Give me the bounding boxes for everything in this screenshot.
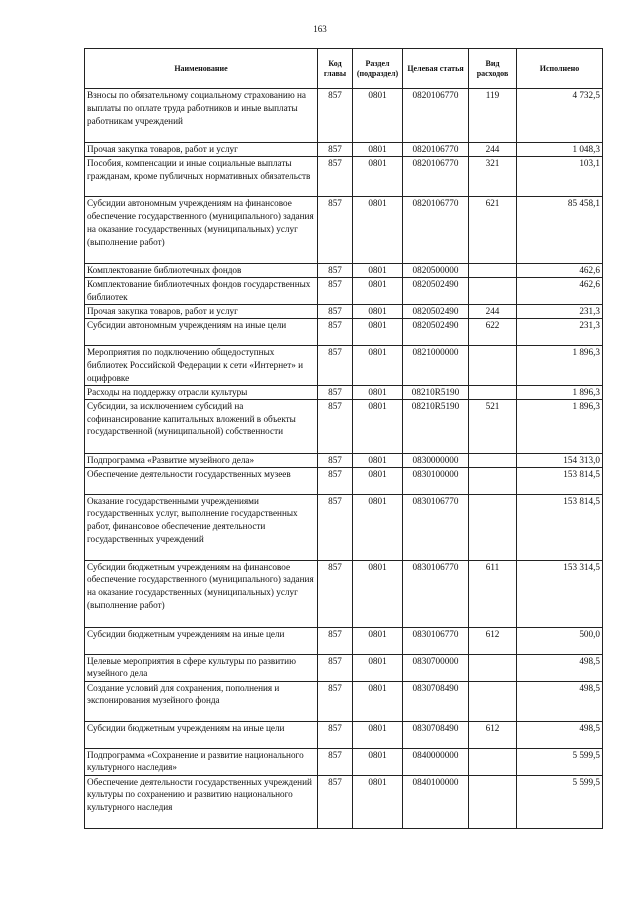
row-name: Взносы по обязательному социальному страхованию на выплаты по оплате труда работников и иные выплаты работникам учреждений	[85, 89, 318, 143]
row-expense-type	[469, 263, 517, 277]
row-target: 0830106770	[403, 560, 469, 627]
row-executed: 1 896,3	[517, 399, 603, 453]
row-expense-type	[469, 681, 517, 721]
page-number: 163	[313, 24, 327, 34]
row-name: Прочая закупка товаров, работ и услуг	[85, 143, 318, 157]
row-target: 08210R5190	[403, 399, 469, 453]
row-executed: 498,5	[517, 654, 603, 681]
row-name: Подпрограмма «Развитие музейного дела»	[85, 453, 318, 467]
table-row	[85, 560, 603, 627]
row-section: 0801	[353, 304, 403, 318]
row-target: 0830106770	[403, 627, 469, 654]
row-target: 0840100000	[403, 775, 469, 828]
row-section: 0801	[353, 89, 403, 143]
budget-execution-table	[84, 48, 603, 829]
row-section: 0801	[353, 467, 403, 494]
row-chapter: 857	[318, 399, 353, 453]
table-header-row	[85, 49, 603, 89]
table-row	[85, 304, 603, 318]
row-section: 0801	[353, 196, 403, 263]
row-section: 0801	[353, 654, 403, 681]
row-chapter: 857	[318, 345, 353, 385]
row-target: 0820502490	[403, 318, 469, 345]
row-expense-type	[469, 654, 517, 681]
row-section: 0801	[353, 721, 403, 748]
row-chapter: 857	[318, 304, 353, 318]
header-target-article: Целевая статья	[403, 49, 469, 89]
row-expense-type: 244	[469, 143, 517, 157]
row-name: Расходы на поддержку отрасли культуры	[85, 385, 318, 399]
row-section: 0801	[353, 627, 403, 654]
table-row	[85, 748, 603, 775]
row-target: 08210R5190	[403, 385, 469, 399]
row-section: 0801	[353, 263, 403, 277]
row-expense-type: 622	[469, 318, 517, 345]
row-chapter: 857	[318, 467, 353, 494]
row-chapter: 857	[318, 156, 353, 196]
row-chapter: 857	[318, 453, 353, 467]
row-expense-type: 521	[469, 399, 517, 453]
row-chapter: 857	[318, 385, 353, 399]
row-expense-type: 244	[469, 304, 517, 318]
row-name: Комплектование библиотечных фондов	[85, 263, 318, 277]
row-expense-type: 612	[469, 721, 517, 748]
row-section: 0801	[353, 775, 403, 828]
header-section: Раздел (подраздел)	[353, 49, 403, 89]
header-expense-type: Вид расходов	[469, 49, 517, 89]
row-section: 0801	[353, 156, 403, 196]
row-name: Субсидии автономным учреждениям на финансовое обеспечение государственного (муниципального) задания на оказание государственных (муниципальных) услуг (выполнение работ)	[85, 196, 318, 263]
row-chapter: 857	[318, 681, 353, 721]
row-chapter: 857	[318, 263, 353, 277]
row-section: 0801	[353, 345, 403, 385]
row-target: 0820106770	[403, 156, 469, 196]
row-target: 0820106770	[403, 143, 469, 157]
row-executed: 1 048,3	[517, 143, 603, 157]
table-row	[85, 89, 603, 143]
row-name: Комплектование библиотечных фондов государственных библиотек	[85, 277, 318, 304]
row-section: 0801	[353, 748, 403, 775]
row-executed: 498,5	[517, 721, 603, 748]
row-name: Подпрограмма «Сохранение и развитие национального культурного наследия»	[85, 748, 318, 775]
table-row	[85, 385, 603, 399]
row-executed: 500,0	[517, 627, 603, 654]
table-row	[85, 196, 603, 263]
row-chapter: 857	[318, 748, 353, 775]
row-section: 0801	[353, 318, 403, 345]
table-row	[85, 143, 603, 157]
table-row	[85, 156, 603, 196]
row-expense-type	[469, 467, 517, 494]
row-section: 0801	[353, 277, 403, 304]
row-expense-type	[469, 494, 517, 560]
table-row	[85, 318, 603, 345]
table-row	[85, 399, 603, 453]
row-name: Целевые мероприятия в сфере культуры по развитию музейного дела	[85, 654, 318, 681]
row-chapter: 857	[318, 721, 353, 748]
row-executed: 231,3	[517, 318, 603, 345]
row-target: 0821000000	[403, 345, 469, 385]
row-chapter: 857	[318, 494, 353, 560]
row-section: 0801	[353, 681, 403, 721]
row-chapter: 857	[318, 196, 353, 263]
row-expense-type: 119	[469, 89, 517, 143]
row-target: 0830708490	[403, 681, 469, 721]
row-chapter: 857	[318, 560, 353, 627]
row-expense-type	[469, 277, 517, 304]
row-name: Субсидии бюджетным учреждениям на иные цели	[85, 627, 318, 654]
row-executed: 103,1	[517, 156, 603, 196]
row-name: Субсидии бюджетным учреждениям на иные цели	[85, 721, 318, 748]
row-target: 0830708490	[403, 721, 469, 748]
row-target: 0820502490	[403, 277, 469, 304]
row-expense-type	[469, 345, 517, 385]
row-executed: 462,6	[517, 277, 603, 304]
row-expense-type: 621	[469, 196, 517, 263]
row-chapter: 857	[318, 143, 353, 157]
row-chapter: 857	[318, 318, 353, 345]
row-expense-type	[469, 453, 517, 467]
row-chapter: 857	[318, 277, 353, 304]
row-section: 0801	[353, 453, 403, 467]
table-row	[85, 775, 603, 828]
row-expense-type: 612	[469, 627, 517, 654]
row-target: 0820502490	[403, 304, 469, 318]
row-expense-type: 611	[469, 560, 517, 627]
row-executed: 498,5	[517, 681, 603, 721]
row-executed: 153 814,5	[517, 494, 603, 560]
row-executed: 4 732,5	[517, 89, 603, 143]
row-name: Пособия, компенсации и иные социальные выплаты гражданам, кроме публичных нормативных обязательств	[85, 156, 318, 196]
row-expense-type	[469, 748, 517, 775]
row-section: 0801	[353, 560, 403, 627]
row-name: Субсидии бюджетным учреждениям на финансовое обеспечение государственного (муниципального) задания на оказание государственных (муниципальных) услуг (выполнение работ)	[85, 560, 318, 627]
row-executed: 5 599,5	[517, 775, 603, 828]
row-executed: 462,6	[517, 263, 603, 277]
row-name: Прочая закупка товаров, работ и услуг	[85, 304, 318, 318]
header-chapter-code: Код главы	[318, 49, 353, 89]
header-executed: Исполнено	[517, 49, 603, 89]
row-target: 0820106770	[403, 89, 469, 143]
row-executed: 153 314,5	[517, 560, 603, 627]
row-executed: 231,3	[517, 304, 603, 318]
row-target: 0830100000	[403, 467, 469, 494]
table-row	[85, 721, 603, 748]
row-executed: 154 313,0	[517, 453, 603, 467]
row-expense-type	[469, 385, 517, 399]
table-row	[85, 345, 603, 385]
header-name: Наименование	[85, 49, 318, 89]
row-target: 0820106770	[403, 196, 469, 263]
table-row	[85, 654, 603, 681]
row-name: Обеспечение деятельности государственных учреждений культуры по сохранению и развитию национального культурного наследия	[85, 775, 318, 828]
row-chapter: 857	[318, 654, 353, 681]
row-target: 0830700000	[403, 654, 469, 681]
row-executed: 1 896,3	[517, 345, 603, 385]
row-target: 0830106770	[403, 494, 469, 560]
row-name: Субсидии автономным учреждениям на иные цели	[85, 318, 318, 345]
row-executed: 1 896,3	[517, 385, 603, 399]
table-row	[85, 467, 603, 494]
row-target: 0830000000	[403, 453, 469, 467]
row-name: Создание условий для сохранения, пополнения и экспонирования музейного фонда	[85, 681, 318, 721]
row-name: Субсидии, за исключением субсидий на софинансирование капитальных вложений в объекты государственной (муниципальной) собственности	[85, 399, 318, 453]
row-chapter: 857	[318, 775, 353, 828]
table-row	[85, 277, 603, 304]
row-target: 0840000000	[403, 748, 469, 775]
row-name: Оказание государственными учреждениями государственных услуг, выполнение государственных работ, финансовое обеспечение деятельности государственных учреждений	[85, 494, 318, 560]
row-expense-type: 321	[469, 156, 517, 196]
table-row	[85, 494, 603, 560]
row-name: Мероприятия по подключению общедоступных библиотек Российской Федерации к сети «Интернет» и оцифровке	[85, 345, 318, 385]
row-section: 0801	[353, 143, 403, 157]
row-target: 0820500000	[403, 263, 469, 277]
row-expense-type	[469, 775, 517, 828]
row-section: 0801	[353, 385, 403, 399]
row-executed: 85 458,1	[517, 196, 603, 263]
table-row	[85, 681, 603, 721]
table-row	[85, 453, 603, 467]
row-name: Обеспечение деятельности государственных музеев	[85, 467, 318, 494]
row-executed: 153 814,5	[517, 467, 603, 494]
row-chapter: 857	[318, 89, 353, 143]
row-chapter: 857	[318, 627, 353, 654]
row-section: 0801	[353, 399, 403, 453]
row-executed: 5 599,5	[517, 748, 603, 775]
row-section: 0801	[353, 494, 403, 560]
table-row	[85, 263, 603, 277]
table-row	[85, 627, 603, 654]
